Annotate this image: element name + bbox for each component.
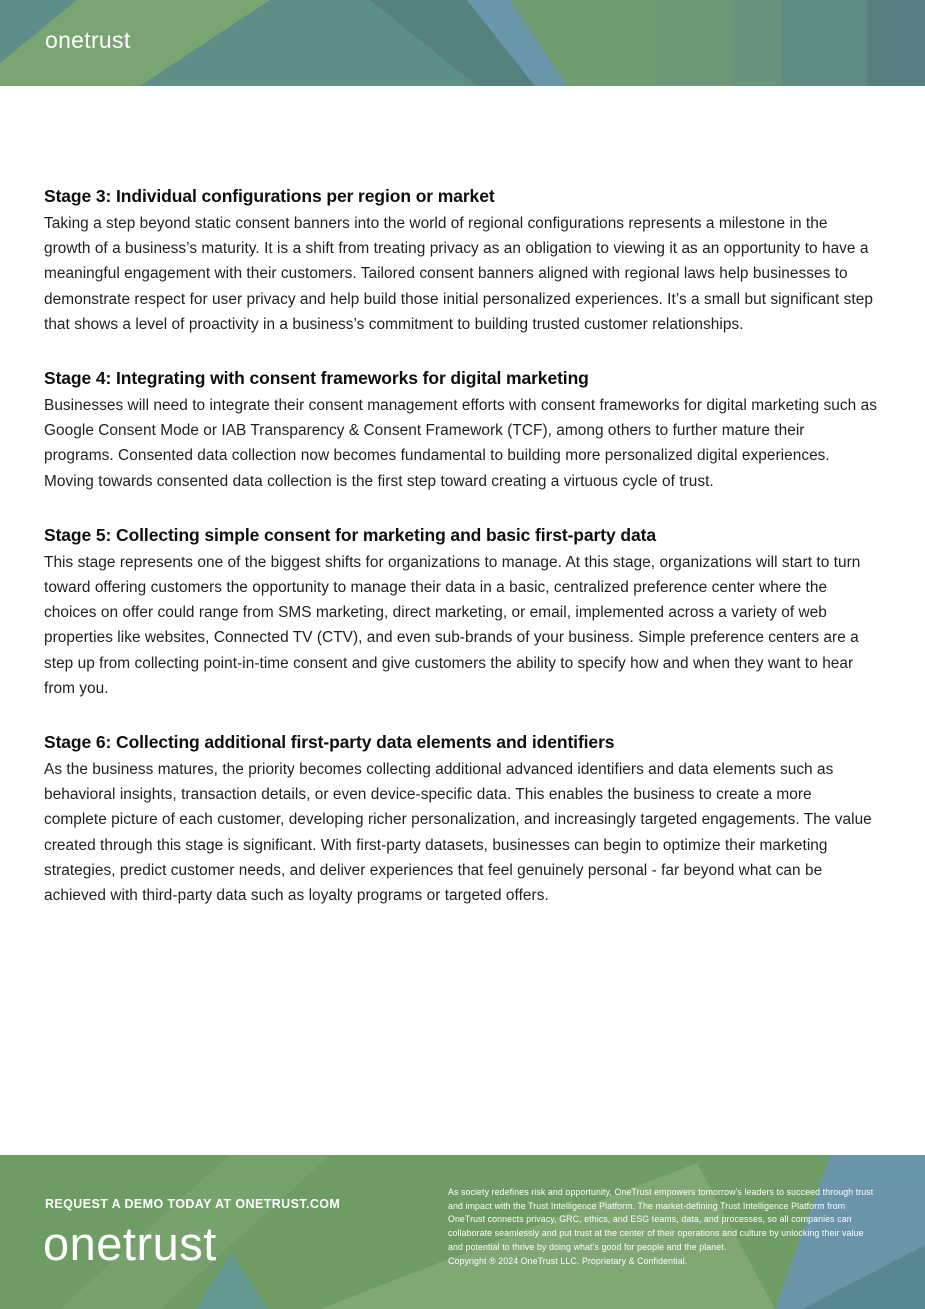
onetrust-logo: onetrust bbox=[45, 27, 131, 53]
onetrust-footer-logo: onetrust bbox=[43, 1217, 217, 1270]
section-stage-6 bbox=[44, 731, 878, 908]
header-banner bbox=[0, 0, 925, 86]
stage-5-paragraph: This stage represents one of the biggest shifts for organizations to manage. At this stage, organizations will start to turn toward offering customers the opportunity to manage their data in a basic, centralized preference center where the choices on offer could range from SMS marketing, direct marketing, or email, implemented across a variety of web properties like websites, Connected TV (CTV), and even sub-brands of your business. Simple preference centers are a step up from collecting point-in-time consent and give customers the ability to specify how and when they want to hear from you. bbox=[44, 553, 861, 697]
company-description: As society redefines risk and opportunity, OneTrust empowers tomorrow’s leaders to succeed through trust and impact with the Trust Intelligence Platform. The market-defining Trust Intelligence Platform from OneTrust connects privacy, GRC, ethics, and ESG teams, data, and processes, so all companies can collaborate seamlessly and put trust at the center of their operations and culture by unlocking their value and potential to thrive by doing what’s good for people and the planet. bbox=[448, 1187, 874, 1252]
stage-3-heading: Stage 3: Individual configurations per region or market bbox=[44, 186, 495, 206]
request-demo-cta: REQUEST A DEMO TODAY AT ONETRUST.COM bbox=[45, 1197, 341, 1211]
stage-4-heading: Stage 4: Integrating with consent frameworks for digital marketing bbox=[44, 368, 589, 389]
document-body bbox=[44, 185, 878, 938]
stage-4-paragraph: Businesses will need to integrate their consent management efforts with consent frameworks for digital marketing such as Google Consent Mode or IAB Transparency & Consent Framework (TCF), among others to further mature their programs. Consented data collection now becomes fundamental to building more personalized digital experiences. Moving towards consented data collection is the first step toward creating a virtuous cycle of trust. bbox=[44, 397, 877, 490]
section-stage-3 bbox=[44, 185, 878, 337]
stage-3-paragraph: Taking a step beyond static consent banners into the world of regional configurations represents a milestone in the growth of a business’s maturity. It is a shift from treating privacy as an obligation to viewing it as an opportunity to have a meaningful engagement with their customers. Tailored consent banners aligned with regional laws help businesses to demonstrate respect for user privacy and help build those initial personalized experiences. It’s a small but significant step that shows a level of proactivity in a business’s commitment to building trusted customer relationships. bbox=[44, 215, 873, 333]
copyright-notice: Copyright ® 2024 OneTrust LLC. Proprietary & Confidential. bbox=[448, 1255, 688, 1266]
header-geometric-background bbox=[0, 0, 925, 86]
section-stage-5 bbox=[44, 524, 878, 701]
stage-6-paragraph: As the business matures, the priority becomes collecting additional advanced identifiers and data elements such as behavioral insights, transaction details, or even device-specific data. This enables the business to create a more complete picture of each customer, developing richer personalization, and increasingly targeted engagements. The value created through this stage is significant. With first-party datasets, businesses can begin to optimize their marketing strategies, predict customer needs, and deliver experiences that feel genuinely personal - far beyond what can be achieved with third-party data such as loyalty programs or targeted offers. bbox=[44, 761, 872, 905]
stage-5-heading: Stage 5: Collecting simple consent for marketing and basic first-party data bbox=[44, 524, 656, 545]
footer-banner bbox=[0, 1155, 925, 1309]
footer-about-block bbox=[448, 1186, 874, 1268]
section-stage-4 bbox=[44, 367, 878, 494]
stage-6-heading: Stage 6: Collecting additional first-party data elements and identifiers bbox=[44, 732, 615, 753]
